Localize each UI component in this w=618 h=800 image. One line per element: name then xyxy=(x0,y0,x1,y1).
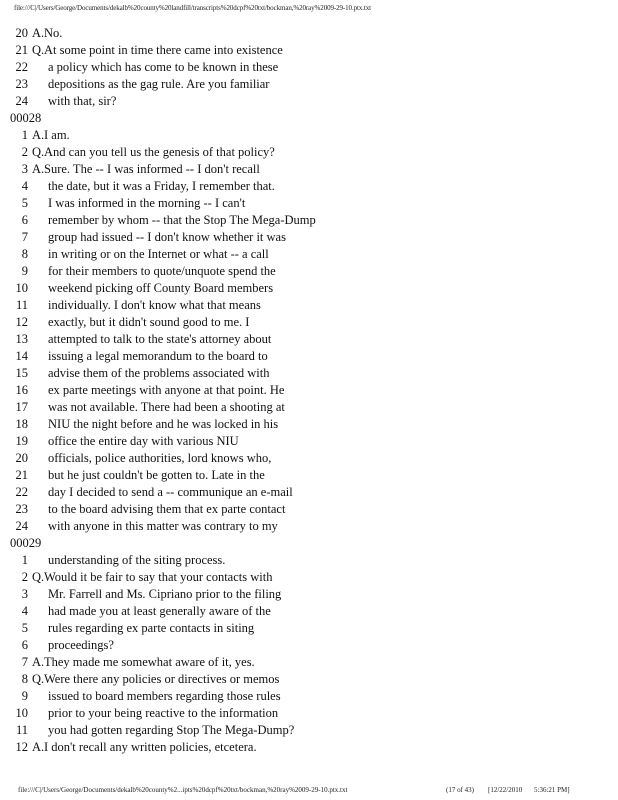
transcript-line xyxy=(10,348,610,365)
transcript-line xyxy=(10,229,610,246)
line-text: had made you at least generally aware of the xyxy=(48,604,271,618)
line-number: 3 xyxy=(21,587,28,601)
transcript-line xyxy=(10,263,610,280)
line-number: 14 xyxy=(15,349,28,363)
line-text: prior to your being reactive to the information xyxy=(48,706,279,720)
transcript-line xyxy=(10,705,610,722)
line-text: issuing a legal memorandum to the board to xyxy=(48,349,268,363)
line-text: understanding of the siting process. xyxy=(48,553,226,567)
line-number: 4 xyxy=(21,604,28,618)
line-text: Would it be fair to say that your contacts with xyxy=(44,570,273,584)
line-text: group had issued -- I don't know whether it was xyxy=(48,230,286,244)
line-number: 20 xyxy=(15,26,28,40)
transcript-line xyxy=(10,518,610,535)
line-number: 20 xyxy=(15,451,28,465)
transcript-line xyxy=(10,501,610,518)
speaker-label: A. xyxy=(32,740,45,754)
line-number: 2 xyxy=(21,570,28,584)
line-number: 23 xyxy=(15,77,28,91)
line-text: attempted to talk to the state's attorney about xyxy=(48,332,272,346)
speaker-label: A. xyxy=(32,128,45,142)
transcript-line xyxy=(10,144,610,161)
line-number: 21 xyxy=(15,43,28,57)
transcript-line xyxy=(10,161,610,178)
transcript-line xyxy=(10,654,610,671)
line-text: Sure. The -- I was informed -- I don't recall xyxy=(44,162,260,176)
line-number: 17 xyxy=(15,400,28,414)
line-number: 21 xyxy=(15,468,28,482)
line-text: I don't recall any written policies, etcetera. xyxy=(44,740,257,754)
line-text: depositions as the gag rule. Are you familiar xyxy=(48,77,270,91)
line-text: remember by whom -- that the Stop The Mega-Dump xyxy=(48,213,316,227)
transcript-line xyxy=(10,59,610,76)
transcript-line xyxy=(10,399,610,416)
line-number: 24 xyxy=(15,94,28,108)
transcript-line xyxy=(10,178,610,195)
line-number: 1 xyxy=(21,128,28,142)
line-text: officials, police authorities, lord knows who, xyxy=(48,451,272,465)
line-text: advise them of the problems associated with xyxy=(48,366,270,380)
speaker-label: A. xyxy=(32,655,45,669)
line-number: 2 xyxy=(21,145,28,159)
line-text: in writing or on the Internet or what -- a call xyxy=(48,247,269,261)
transcript-line xyxy=(10,297,610,314)
line-number: 9 xyxy=(21,264,28,278)
line-text: the date, but it was a Friday, I remember that. xyxy=(48,179,275,193)
transcript-line xyxy=(10,314,610,331)
transcript-line xyxy=(10,722,610,739)
line-text: day I decided to send a -- communique an e-mail xyxy=(48,485,293,499)
line-text: And can you tell us the genesis of that policy? xyxy=(44,145,275,159)
line-number: 5 xyxy=(21,196,28,210)
transcript-line xyxy=(10,416,610,433)
line-text: but he just couldn't be gotten to. Late in the xyxy=(48,468,265,482)
transcript-line xyxy=(10,76,610,93)
transcript-line xyxy=(10,25,610,42)
line-number: 4 xyxy=(21,179,28,193)
transcript-line xyxy=(10,467,610,484)
transcript-line xyxy=(10,671,610,688)
line-text: I am. xyxy=(44,128,70,142)
line-number: 11 xyxy=(15,723,28,737)
transcript-line xyxy=(10,586,610,603)
line-text: issued to board members regarding those rules xyxy=(48,689,281,703)
line-number: 16 xyxy=(15,383,28,397)
line-text: with that, sir? xyxy=(48,94,117,108)
transcript-line xyxy=(10,42,610,59)
line-number: 10 xyxy=(15,281,28,295)
line-number: 22 xyxy=(15,60,28,74)
line-text: rules regarding ex parte contacts in siting xyxy=(48,621,255,635)
transcript-line xyxy=(10,331,610,348)
line-text: office the entire day with various NIU xyxy=(48,434,239,448)
line-text: individually. I don't know what that means xyxy=(48,298,261,312)
transcript-line xyxy=(10,127,610,144)
footer-date: [12/22/2010 xyxy=(488,786,523,794)
transcript-line xyxy=(10,569,610,586)
line-number: 6 xyxy=(21,638,28,652)
page-number-marker: 00028 xyxy=(10,111,42,125)
transcript-line xyxy=(10,195,610,212)
footer-page-count: (17 of 43) xyxy=(446,786,474,794)
line-number: 12 xyxy=(15,315,28,329)
transcript-line xyxy=(10,620,610,637)
line-number: 6 xyxy=(21,213,28,227)
line-text: NIU the night before and he was locked in his xyxy=(48,417,279,431)
transcript-line xyxy=(10,484,610,501)
line-number: 12 xyxy=(15,740,28,754)
speaker-label: Q. xyxy=(32,570,45,584)
transcript-line xyxy=(10,450,610,467)
speaker-label: A. xyxy=(32,162,45,176)
line-text: weekend picking off County Board members xyxy=(48,281,274,295)
line-number: 15 xyxy=(15,366,28,380)
line-text: to the board advising them that ex parte contact xyxy=(48,502,286,516)
line-text: was not available. There had been a shooting at xyxy=(48,400,285,414)
line-text: At some point in time there came into existence xyxy=(44,43,283,57)
transcript-line xyxy=(10,637,610,654)
line-number: 18 xyxy=(15,417,28,431)
line-number: 10 xyxy=(15,706,28,720)
transcript-line xyxy=(10,552,610,569)
footer-time: 5:36:21 PM] xyxy=(534,786,570,794)
footer-file-path: file:///C|/Users/George/Documents/dekalb%20county%2...ipts%20dcpf%20txt/bockman,%20ray%2009-29-10.ptx.txt xyxy=(18,786,348,794)
page-number-marker: 00029 xyxy=(10,536,42,550)
line-number: 11 xyxy=(15,298,28,312)
line-text: proceedings? xyxy=(48,638,114,652)
transcript-line xyxy=(10,280,610,297)
transcript-line xyxy=(10,365,610,382)
line-number: 5 xyxy=(21,621,28,635)
transcript-line xyxy=(10,212,610,229)
line-text: a policy which has come to be known in these xyxy=(48,60,279,74)
line-number: 3 xyxy=(21,162,28,176)
line-number: 13 xyxy=(15,332,28,346)
line-number: 8 xyxy=(21,247,28,261)
line-number: 1 xyxy=(21,553,28,567)
line-text: Mr. Farrell and Ms. Cipriano prior to the filing xyxy=(48,587,282,601)
transcript-line xyxy=(10,688,610,705)
transcript-line xyxy=(10,433,610,450)
line-text: with anyone in this matter was contrary to my xyxy=(48,519,278,533)
line-number: 23 xyxy=(15,502,28,516)
line-text: Were there any policies or directives or memos xyxy=(44,672,280,686)
transcript-line xyxy=(10,246,610,263)
line-text: for their members to quote/unquote spend the xyxy=(48,264,276,278)
line-text: They made me somewhat aware of it, yes. xyxy=(44,655,255,669)
transcript-line xyxy=(10,603,610,620)
line-number: 9 xyxy=(21,689,28,703)
line-text: you had gotten regarding Stop The Mega-Dump? xyxy=(48,723,295,737)
line-number: 22 xyxy=(15,485,28,499)
line-text: No. xyxy=(44,26,63,40)
line-number: 19 xyxy=(15,434,28,448)
transcript-line xyxy=(10,382,610,399)
speaker-label: Q. xyxy=(32,145,45,159)
speaker-label: A. xyxy=(32,26,45,40)
speaker-label: Q. xyxy=(32,672,45,686)
line-text: exactly, but it didn't sound good to me. I xyxy=(48,315,250,329)
line-number: 24 xyxy=(15,519,28,533)
line-number: 7 xyxy=(21,230,28,244)
file-path-header: file:///C|/Users/George/Documents/dekalb%20county%20landfill/transcripts%20dcpf%20txt/bockman,%20ray%2009-29-10.ptx.txt xyxy=(14,4,371,12)
line-text: I was informed in the morning -- I can't xyxy=(48,196,246,210)
line-number: 8 xyxy=(21,672,28,686)
transcript-body xyxy=(10,25,610,756)
line-text: ex parte meetings with anyone at that point. He xyxy=(48,383,285,397)
transcript-line xyxy=(10,93,610,110)
transcript-line xyxy=(10,739,610,756)
line-number: 7 xyxy=(21,655,28,669)
speaker-label: Q. xyxy=(32,43,45,57)
